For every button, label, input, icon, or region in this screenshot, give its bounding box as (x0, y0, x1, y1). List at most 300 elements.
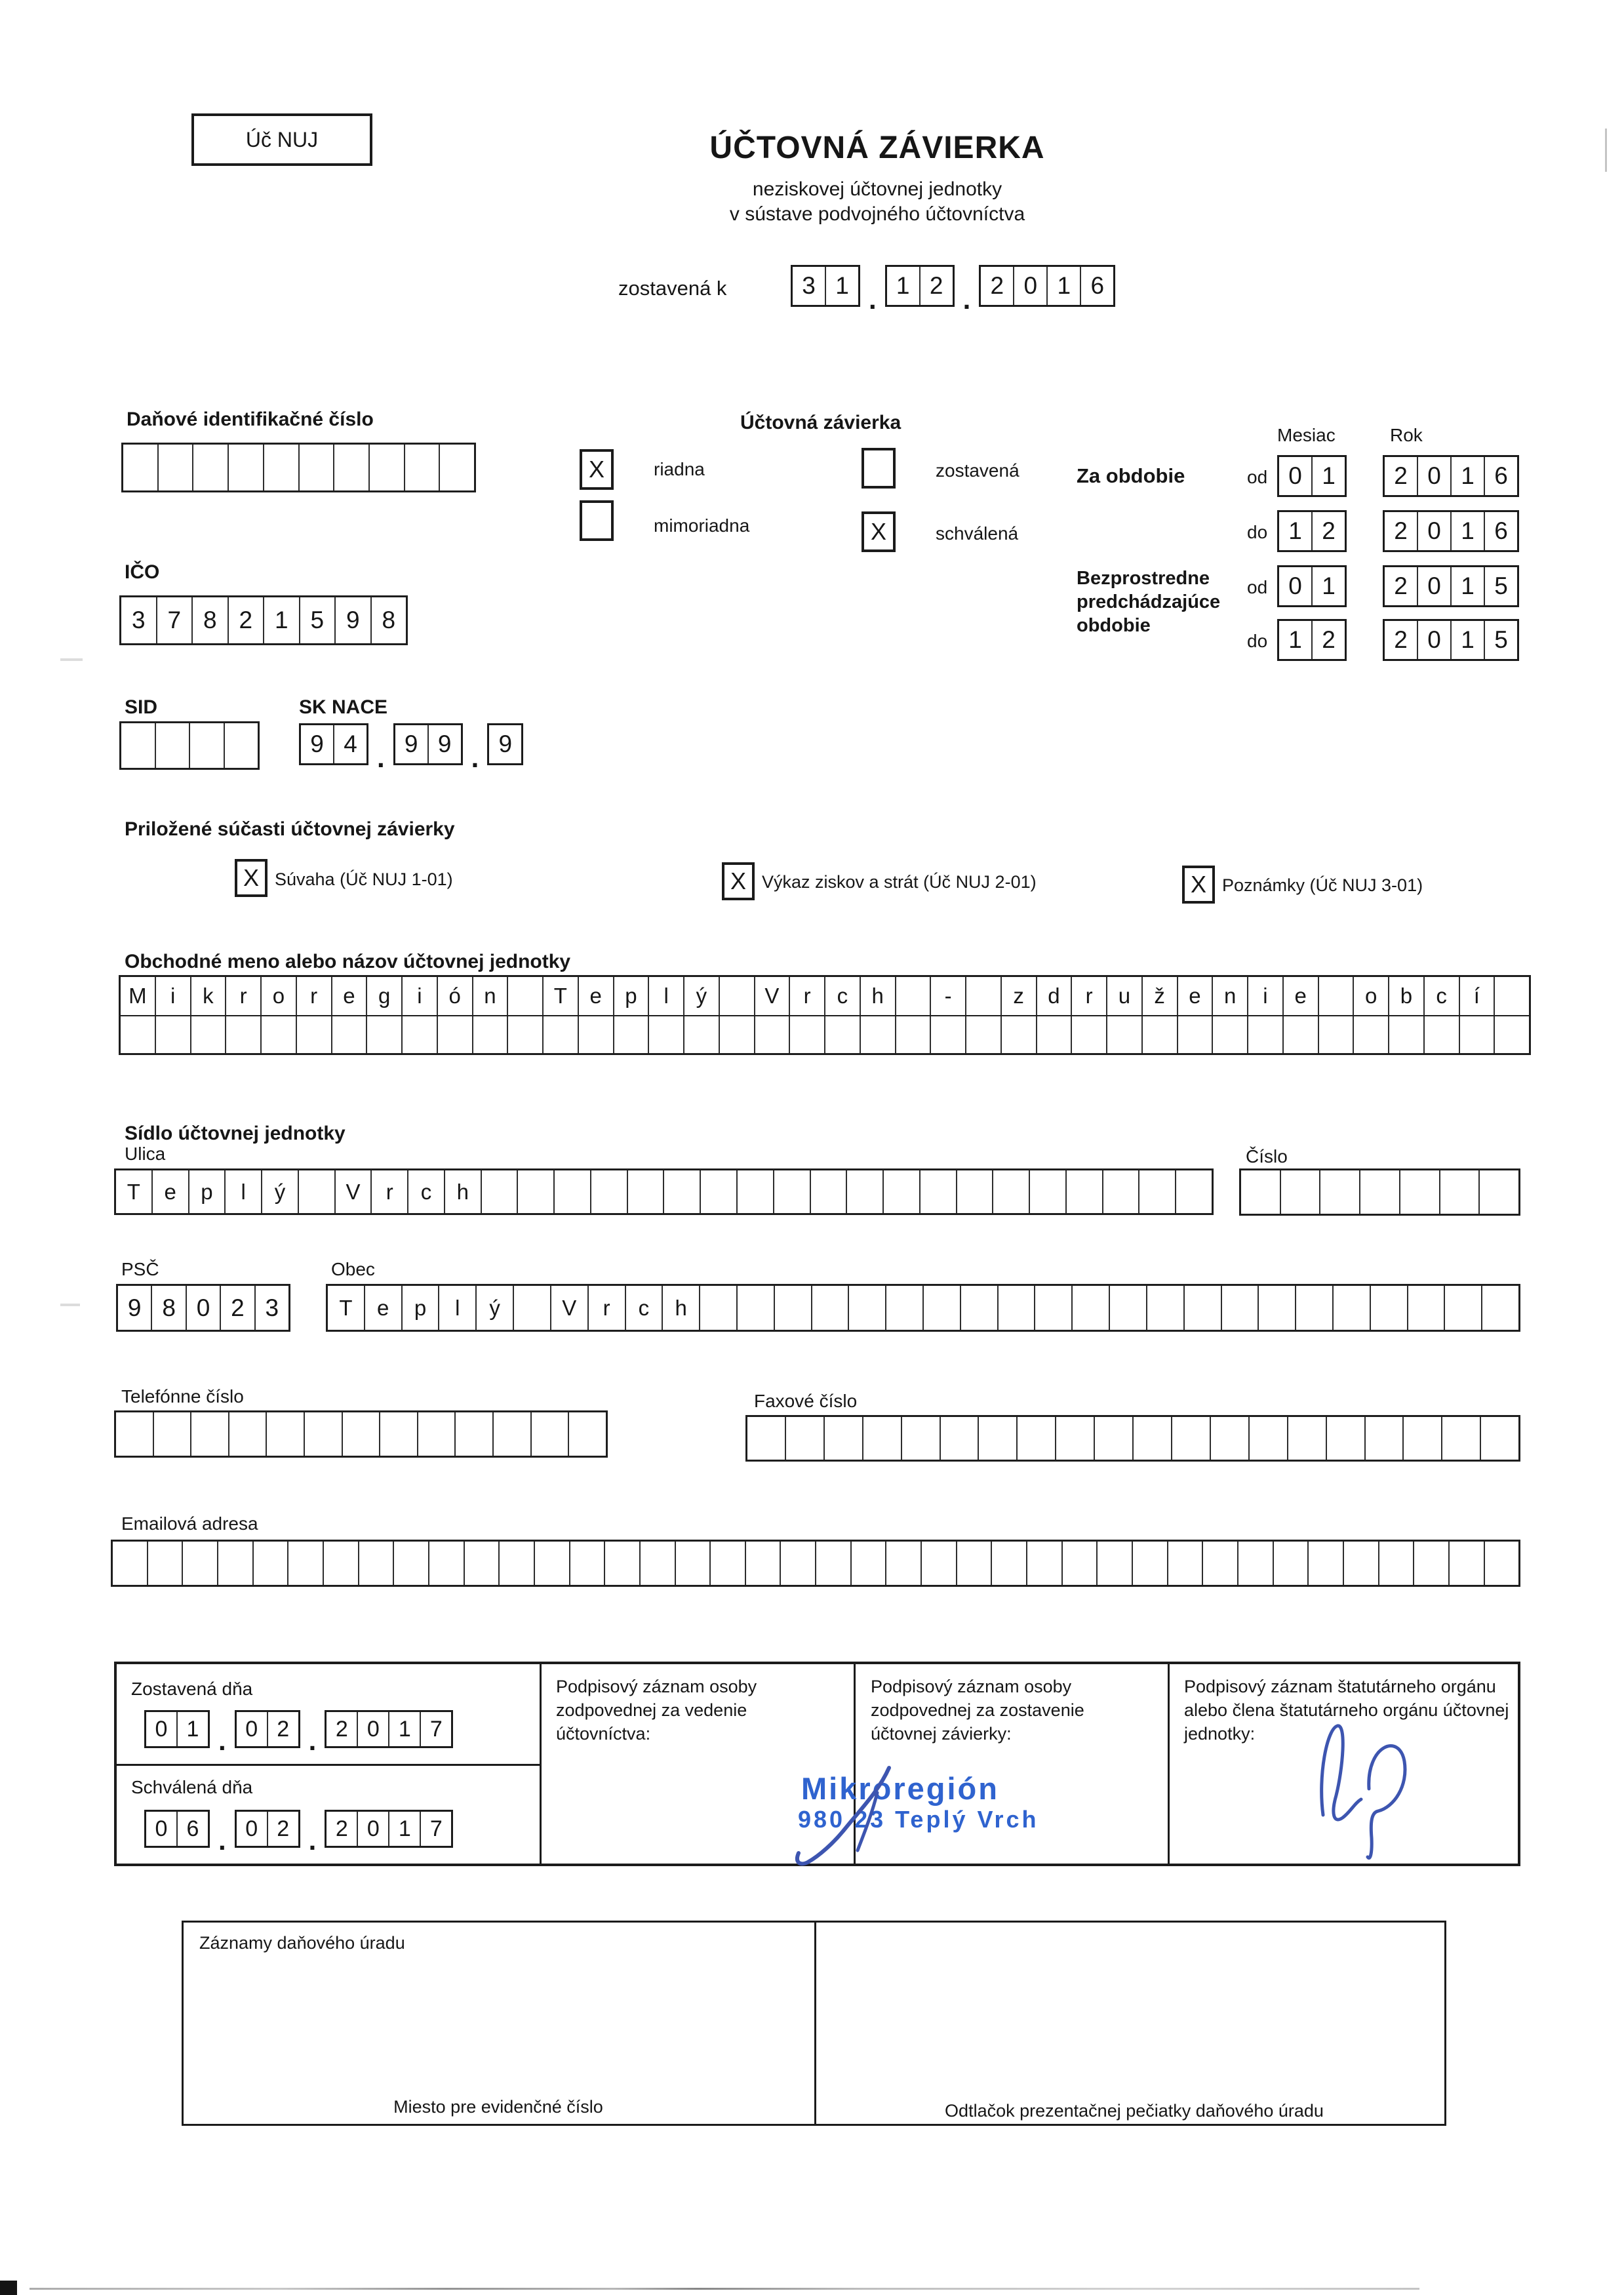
char-cell[interactable] (676, 1542, 711, 1585)
date-cell[interactable]: 1 (389, 1712, 421, 1746)
char-cell[interactable] (324, 1542, 359, 1585)
char-cell[interactable]: 8 (193, 597, 229, 643)
char-cell[interactable] (1485, 1542, 1519, 1585)
char-cell[interactable]: o (262, 977, 297, 1015)
char-cell[interactable] (1072, 1016, 1107, 1053)
date-cell[interactable]: 2 (327, 1712, 358, 1746)
char-cell[interactable]: l (439, 1286, 477, 1330)
char-cell[interactable] (254, 1542, 289, 1585)
char-cell[interactable] (300, 445, 335, 490)
char-cell[interactable] (1460, 1016, 1495, 1053)
char-cell[interactable] (518, 1170, 555, 1213)
char-cell[interactable]: r (1072, 977, 1107, 1015)
char-cell[interactable] (1288, 1417, 1327, 1460)
char-cell[interactable] (1408, 1286, 1446, 1330)
date-cell[interactable]: 1 (887, 267, 921, 305)
date-cell[interactable]: 2 (277, 1716, 290, 1742)
char-cell[interactable]: p (403, 1286, 440, 1330)
char-cell[interactable] (1168, 1542, 1204, 1585)
date-cell[interactable]: 2 (1385, 512, 1418, 550)
char-cell[interactable] (1442, 1417, 1481, 1460)
char-cell[interactable] (922, 1542, 957, 1585)
char-cell[interactable]: h (861, 977, 896, 1015)
char-cell[interactable] (544, 1016, 579, 1053)
char-cell[interactable] (641, 1542, 676, 1585)
char-cell[interactable]: 2 (221, 1286, 255, 1330)
char-cell[interactable] (1259, 1286, 1296, 1330)
checkbox-suvaha[interactable]: X (235, 859, 267, 897)
char-cell[interactable]: ý (262, 1170, 299, 1213)
char-cell[interactable] (367, 1016, 403, 1053)
char-cell[interactable] (1379, 1542, 1415, 1585)
char-cell[interactable]: e (1284, 977, 1319, 1015)
date-cell[interactable]: 2 (1322, 626, 1336, 653)
char-cell[interactable]: k (191, 977, 227, 1015)
char-cell[interactable] (738, 1170, 774, 1213)
date-cell[interactable]: 1 (389, 1812, 421, 1846)
date-cell[interactable]: 1 (1322, 462, 1336, 489)
char-cell[interactable] (1344, 1542, 1379, 1585)
date-cell[interactable]: 0 (1014, 267, 1048, 305)
date-cell[interactable]: 4 (344, 730, 357, 757)
char-cell[interactable] (535, 1542, 570, 1585)
char-cell[interactable] (852, 1542, 887, 1585)
date-cell[interactable]: 6 (186, 1816, 199, 1841)
char-cell[interactable] (288, 1542, 324, 1585)
char-cell[interactable] (1319, 1016, 1355, 1053)
char-cell[interactable] (1098, 1542, 1133, 1585)
date-cell[interactable]: 9 (395, 725, 429, 763)
char-cell[interactable]: l (226, 1170, 262, 1213)
char-cell[interactable] (790, 1016, 825, 1053)
char-cell[interactable] (1002, 1016, 1037, 1053)
char-cell[interactable]: i (156, 977, 191, 1015)
date-cell[interactable]: 0 (146, 1812, 178, 1846)
char-cell[interactable] (884, 1170, 921, 1213)
char-cell[interactable] (1389, 1016, 1425, 1053)
date-cell[interactable]: 1 (1452, 512, 1485, 550)
date-cell[interactable]: 1 (1452, 567, 1485, 605)
char-cell[interactable] (299, 1170, 336, 1213)
char-cell[interactable] (473, 1016, 509, 1053)
date-cell[interactable]: 1 (1452, 457, 1485, 495)
char-cell[interactable]: u (1107, 977, 1143, 1015)
char-cell[interactable] (1241, 1170, 1281, 1214)
char-cell[interactable]: ý (477, 1286, 514, 1330)
char-cell[interactable] (849, 1286, 886, 1330)
char-cell[interactable] (429, 1542, 465, 1585)
char-cell[interactable] (605, 1542, 641, 1585)
char-cell[interactable] (183, 1542, 218, 1585)
char-cell[interactable] (993, 1170, 1030, 1213)
char-cell[interactable] (1250, 1417, 1288, 1460)
char-cell[interactable] (482, 1170, 519, 1213)
date-cell[interactable]: 1 (1322, 572, 1336, 599)
char-cell[interactable] (570, 1542, 606, 1585)
char-cell[interactable] (941, 1417, 980, 1460)
char-cell[interactable] (720, 977, 755, 1015)
char-cell[interactable] (418, 1412, 456, 1456)
char-cell[interactable] (193, 445, 229, 490)
char-cell[interactable] (711, 1542, 746, 1585)
char-cell[interactable] (229, 445, 264, 490)
date-cell[interactable]: 0 (358, 1712, 389, 1746)
char-cell[interactable] (825, 1016, 861, 1053)
char-cell[interactable] (961, 1286, 999, 1330)
char-cell[interactable] (775, 1286, 812, 1330)
char-cell[interactable] (465, 1542, 500, 1585)
char-cell[interactable] (816, 1542, 852, 1585)
char-cell[interactable] (1495, 1016, 1529, 1053)
char-cell[interactable] (1037, 1016, 1073, 1053)
char-cell[interactable] (148, 1542, 184, 1585)
char-cell[interactable] (847, 1170, 884, 1213)
char-cell[interactable] (614, 1016, 650, 1053)
char-cell[interactable] (1107, 1016, 1143, 1053)
char-cell[interactable]: c (825, 977, 861, 1015)
char-cell[interactable] (747, 1417, 786, 1460)
char-cell[interactable] (1327, 1417, 1366, 1460)
char-cell[interactable] (116, 1412, 154, 1456)
char-cell[interactable] (403, 1016, 438, 1053)
date-cell[interactable]: 9 (301, 725, 334, 763)
date-cell[interactable]: 1 (1279, 621, 1313, 659)
char-cell[interactable] (1103, 1170, 1140, 1213)
char-cell[interactable] (811, 1170, 848, 1213)
char-cell[interactable] (156, 723, 191, 768)
date-cell[interactable]: 1 (1048, 267, 1081, 305)
char-cell[interactable] (1284, 1016, 1319, 1053)
date-cell[interactable]: 0 (1418, 567, 1452, 605)
char-cell[interactable]: z (1002, 977, 1037, 1015)
char-cell[interactable]: r (226, 977, 262, 1015)
char-cell[interactable] (781, 1542, 816, 1585)
char-cell[interactable] (1309, 1542, 1344, 1585)
char-cell[interactable] (405, 445, 441, 490)
checkbox-schvalena[interactable]: X (862, 511, 896, 552)
char-cell[interactable] (500, 1542, 535, 1585)
date-cell[interactable]: 0 (1279, 457, 1313, 495)
char-cell[interactable] (999, 1286, 1036, 1330)
char-cell[interactable]: í (1460, 977, 1495, 1015)
char-cell[interactable] (1238, 1542, 1274, 1585)
char-cell[interactable] (123, 445, 159, 490)
char-cell[interactable]: 9 (336, 597, 372, 643)
char-cell[interactable] (297, 1016, 332, 1053)
date-cell[interactable]: 6 (1494, 517, 1508, 544)
char-cell[interactable] (264, 445, 300, 490)
char-cell[interactable] (494, 1412, 532, 1456)
char-cell[interactable]: o (1354, 977, 1389, 1015)
char-cell[interactable]: e (579, 977, 614, 1015)
char-cell[interactable] (896, 1016, 932, 1053)
char-cell[interactable] (786, 1417, 825, 1460)
char-cell[interactable]: e (365, 1286, 403, 1330)
date-cell[interactable]: 7 (429, 1716, 443, 1742)
char-cell[interactable] (113, 1542, 148, 1585)
char-cell[interactable] (957, 1542, 993, 1585)
char-cell[interactable] (1320, 1170, 1360, 1214)
char-cell[interactable] (664, 1170, 701, 1213)
char-cell[interactable] (1222, 1286, 1259, 1330)
char-cell[interactable]: h (445, 1170, 482, 1213)
date-cell[interactable]: 2 (327, 1812, 358, 1846)
char-cell[interactable] (121, 723, 156, 768)
char-cell[interactable] (886, 1542, 922, 1585)
char-cell[interactable] (966, 1016, 1002, 1053)
char-cell[interactable] (359, 1542, 395, 1585)
char-cell[interactable] (1027, 1542, 1063, 1585)
char-cell[interactable]: 7 (157, 597, 193, 643)
char-cell[interactable] (1482, 1286, 1518, 1330)
char-cell[interactable]: r (589, 1286, 626, 1330)
char-cell[interactable] (514, 1286, 551, 1330)
checkbox-riadna[interactable]: X (580, 449, 614, 490)
char-cell[interactable]: p (614, 977, 650, 1015)
char-cell[interactable]: c (408, 1170, 445, 1213)
date-cell[interactable]: 9 (498, 730, 513, 757)
char-cell[interactable] (1481, 1417, 1518, 1460)
checkbox-vykaz[interactable]: X (722, 862, 755, 900)
char-cell[interactable] (700, 1286, 738, 1330)
date-cell[interactable]: 2 (1322, 517, 1336, 544)
date-cell[interactable]: 1 (835, 272, 849, 299)
char-cell[interactable]: g (367, 977, 403, 1015)
char-cell[interactable] (440, 445, 474, 490)
char-cell[interactable] (825, 1417, 863, 1460)
char-cell[interactable]: c (1425, 977, 1460, 1015)
char-cell[interactable]: e (153, 1170, 189, 1213)
char-cell[interactable] (902, 1417, 941, 1460)
char-cell[interactable]: 8 (382, 607, 396, 633)
char-cell[interactable]: r (372, 1170, 408, 1213)
char-cell[interactable] (1030, 1170, 1067, 1213)
char-cell[interactable] (1319, 977, 1355, 1015)
date-cell[interactable]: 6 (1494, 462, 1508, 489)
char-cell[interactable] (1404, 1417, 1442, 1460)
char-cell[interactable] (1425, 1016, 1460, 1053)
char-cell[interactable]: 1 (264, 597, 300, 643)
char-cell[interactable] (957, 1170, 994, 1213)
date-cell[interactable]: 1 (1452, 621, 1485, 659)
date-cell[interactable]: 2 (1385, 567, 1418, 605)
char-cell[interactable]: ó (438, 977, 473, 1015)
char-cell[interactable]: M (121, 977, 156, 1015)
char-cell[interactable] (394, 1542, 429, 1585)
char-cell[interactable] (1147, 1286, 1185, 1330)
char-cell[interactable] (1143, 1016, 1178, 1053)
char-cell[interactable]: r (297, 977, 332, 1015)
char-cell[interactable]: 2 (229, 597, 265, 643)
char-cell[interactable] (225, 723, 258, 768)
char-cell[interactable] (190, 723, 225, 768)
date-cell[interactable]: 2 (277, 1816, 290, 1841)
char-cell[interactable] (1110, 1286, 1147, 1330)
char-cell[interactable] (701, 1170, 738, 1213)
checkbox-zostavena[interactable] (862, 448, 896, 489)
char-cell[interactable]: 9 (118, 1286, 152, 1330)
char-cell[interactable] (1495, 977, 1529, 1015)
char-cell[interactable] (1354, 1016, 1389, 1053)
char-cell[interactable] (924, 1286, 961, 1330)
char-cell[interactable] (591, 1170, 628, 1213)
checkbox-poznamky[interactable]: X (1182, 866, 1215, 904)
char-cell[interactable]: e (332, 977, 368, 1015)
char-cell[interactable] (863, 1417, 902, 1460)
char-cell[interactable] (861, 1016, 896, 1053)
char-cell[interactable] (569, 1412, 606, 1456)
char-cell[interactable]: e (1178, 977, 1214, 1015)
char-cell[interactable]: 3 (265, 1294, 279, 1321)
date-cell[interactable]: 5 (1494, 626, 1508, 653)
char-cell[interactable] (1360, 1170, 1400, 1214)
char-cell[interactable] (1133, 1542, 1168, 1585)
date-cell[interactable]: 1 (1279, 512, 1313, 550)
char-cell[interactable] (1203, 1542, 1238, 1585)
char-cell[interactable] (1450, 1542, 1485, 1585)
char-cell[interactable]: - (931, 977, 966, 1015)
char-cell[interactable] (1178, 1016, 1214, 1053)
date-cell[interactable]: 2 (981, 267, 1014, 305)
date-cell[interactable]: 9 (437, 730, 452, 757)
char-cell[interactable] (931, 1016, 966, 1053)
date-cell[interactable]: 5 (1494, 572, 1508, 599)
char-cell[interactable] (1334, 1286, 1371, 1330)
char-cell[interactable] (334, 445, 370, 490)
char-cell[interactable] (720, 1016, 755, 1053)
char-cell[interactable] (156, 1016, 191, 1053)
char-cell[interactable]: i (1248, 977, 1284, 1015)
char-cell[interactable] (886, 1286, 924, 1330)
char-cell[interactable] (1018, 1417, 1056, 1460)
char-cell[interactable]: T (116, 1170, 153, 1213)
date-cell[interactable]: 1 (186, 1716, 199, 1742)
char-cell[interactable] (812, 1286, 850, 1330)
char-cell[interactable] (1213, 1016, 1248, 1053)
char-cell[interactable]: ž (1143, 977, 1178, 1015)
char-cell[interactable]: T (544, 977, 579, 1015)
char-cell[interactable] (628, 1170, 665, 1213)
date-cell[interactable]: 2 (929, 272, 943, 299)
char-cell[interactable] (684, 1016, 720, 1053)
char-cell[interactable] (1414, 1542, 1450, 1585)
char-cell[interactable]: n (1213, 977, 1248, 1015)
char-cell[interactable] (979, 1417, 1018, 1460)
char-cell[interactable]: V (551, 1286, 589, 1330)
char-cell[interactable]: b (1389, 977, 1425, 1015)
date-cell[interactable]: 0 (237, 1812, 268, 1846)
char-cell[interactable]: p (189, 1170, 226, 1213)
date-cell[interactable]: 3 (793, 267, 826, 305)
char-cell[interactable] (159, 445, 194, 490)
char-cell[interactable]: c (626, 1286, 663, 1330)
char-cell[interactable] (532, 1412, 570, 1456)
date-cell[interactable]: 0 (237, 1712, 268, 1746)
date-cell[interactable]: 6 (1090, 272, 1105, 299)
char-cell[interactable] (755, 1016, 791, 1053)
char-cell[interactable] (1366, 1417, 1404, 1460)
char-cell[interactable] (1274, 1542, 1309, 1585)
date-cell[interactable]: 2 (1385, 621, 1418, 659)
char-cell[interactable] (1296, 1286, 1334, 1330)
date-cell[interactable]: 0 (1418, 457, 1452, 495)
char-cell[interactable] (305, 1412, 343, 1456)
char-cell[interactable]: T (328, 1286, 365, 1330)
char-cell[interactable]: r (790, 977, 825, 1015)
char-cell[interactable] (226, 1016, 262, 1053)
char-cell[interactable] (1445, 1286, 1482, 1330)
char-cell[interactable] (1172, 1417, 1211, 1460)
char-cell[interactable] (1400, 1170, 1440, 1214)
char-cell[interactable] (579, 1016, 614, 1053)
char-cell[interactable]: 0 (187, 1286, 221, 1330)
date-cell[interactable]: 0 (1418, 621, 1452, 659)
char-cell[interactable]: ý (684, 977, 720, 1015)
char-cell[interactable]: 5 (300, 597, 336, 643)
char-cell[interactable]: l (649, 977, 684, 1015)
char-cell[interactable] (1073, 1286, 1110, 1330)
char-cell[interactable]: 3 (121, 597, 157, 643)
char-cell[interactable] (746, 1542, 782, 1585)
char-cell[interactable] (1185, 1286, 1222, 1330)
char-cell[interactable] (774, 1170, 811, 1213)
date-cell[interactable]: 0 (1418, 512, 1452, 550)
char-cell[interactable] (218, 1542, 254, 1585)
char-cell[interactable] (649, 1016, 684, 1053)
char-cell[interactable] (1139, 1170, 1176, 1213)
char-cell[interactable] (508, 977, 544, 1015)
char-cell[interactable] (1440, 1170, 1480, 1214)
char-cell[interactable] (1248, 1016, 1284, 1053)
char-cell[interactable] (456, 1412, 494, 1456)
char-cell[interactable] (121, 1016, 156, 1053)
char-cell[interactable] (262, 1016, 297, 1053)
date-cell[interactable]: 0 (358, 1812, 389, 1846)
char-cell[interactable] (332, 1016, 368, 1053)
char-cell[interactable] (191, 1412, 229, 1456)
char-cell[interactable]: V (755, 977, 791, 1015)
date-cell[interactable]: 0 (1279, 567, 1313, 605)
char-cell[interactable] (267, 1412, 305, 1456)
char-cell[interactable] (1056, 1417, 1095, 1460)
char-cell[interactable] (966, 977, 1002, 1015)
date-cell[interactable]: 2 (1385, 457, 1418, 495)
char-cell[interactable] (229, 1412, 267, 1456)
char-cell[interactable] (555, 1170, 591, 1213)
char-cell[interactable] (438, 1016, 473, 1053)
char-cell[interactable] (1035, 1286, 1073, 1330)
char-cell[interactable] (896, 977, 932, 1015)
char-cell[interactable]: i (403, 977, 438, 1015)
char-cell[interactable] (921, 1170, 957, 1213)
char-cell[interactable] (992, 1542, 1027, 1585)
char-cell[interactable] (343, 1412, 381, 1456)
date-cell[interactable]: 0 (146, 1712, 178, 1746)
char-cell[interactable]: h (663, 1286, 700, 1330)
char-cell[interactable]: V (336, 1170, 372, 1213)
char-cell[interactable] (738, 1286, 775, 1330)
char-cell[interactable] (1281, 1170, 1321, 1214)
char-cell[interactable] (1480, 1170, 1518, 1214)
char-cell[interactable] (1067, 1170, 1103, 1213)
char-cell[interactable] (1371, 1286, 1408, 1330)
char-cell[interactable] (154, 1412, 192, 1456)
char-cell[interactable] (191, 1016, 227, 1053)
checkbox-mimoriadna[interactable] (580, 500, 614, 541)
char-cell[interactable] (380, 1412, 418, 1456)
char-cell[interactable] (1063, 1542, 1098, 1585)
date-cell[interactable]: 7 (429, 1816, 443, 1841)
